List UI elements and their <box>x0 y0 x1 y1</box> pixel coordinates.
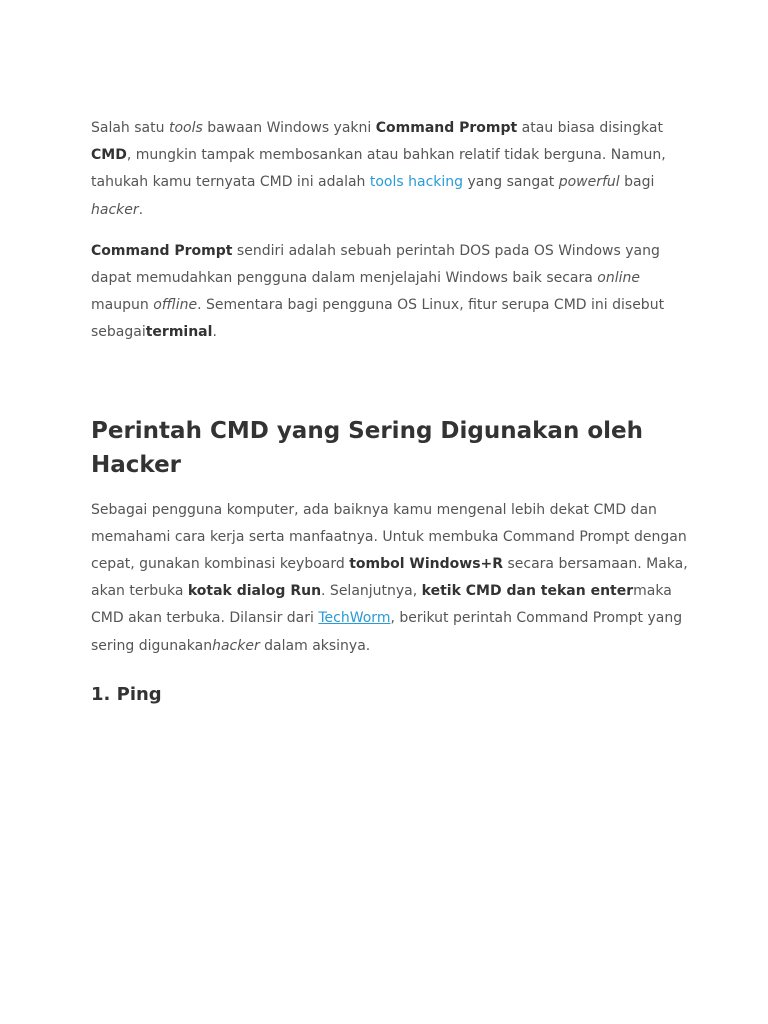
italic-text: hacker <box>91 201 139 218</box>
text-run: . <box>138 201 144 218</box>
article-body <box>91 115 691 708</box>
section-heading: Perintah CMD yang Sering Digunakan oleh Hacker <box>91 417 643 478</box>
bold-text: kotak dialog Run <box>187 583 322 600</box>
intro-paragraph <box>91 115 691 224</box>
text-run: maka CMD akan terbuka. Dilansir dari <box>91 583 672 627</box>
bold-text: tombol Windows+R <box>349 556 504 573</box>
usage-paragraph <box>91 497 691 660</box>
text-run: . Selanjutnya, <box>321 583 422 600</box>
bold-text: terminal <box>145 324 213 341</box>
bold-text: Command Prompt <box>91 242 233 259</box>
text-run: secara bersamaan. Maka, akan terbuka <box>91 556 688 600</box>
text-run: Sebagai pengguna komputer, ada baiknya kamu mengenal lebih dekat CMD dan memahami cara kerja serta manfaatnya. Untuk membuka Command Prompt dengan cepat, gunakan kombinasi keyboard <box>91 501 687 573</box>
text-run: yang sangat <box>463 174 559 191</box>
italic-text: hacker <box>212 637 260 654</box>
bold-text: ketik CMD dan tekan enter <box>421 583 634 600</box>
text-run: atau biasa disingkat <box>517 120 663 136</box>
text-run: bagi <box>619 174 655 191</box>
command-prompt-paragraph <box>91 238 691 347</box>
bold-text: CMD <box>91 147 127 164</box>
text-run: sendiri adalah sebuah perintah DOS pada OS Windows yang dapat memudahkan pengguna dalam menjelajahi Windows baik secara <box>91 242 660 287</box>
text-run: bawaan Windows yakni <box>202 120 376 136</box>
text-run: maupun <box>91 297 154 314</box>
italic-text: tools <box>168 120 203 136</box>
text-run: Salah satu <box>91 120 169 136</box>
text-run: dalam aksinya. <box>259 637 371 654</box>
subsection-heading-ping: 1. Ping <box>91 683 162 705</box>
text-run: , berikut perintah Command Prompt yang sering digunakan <box>91 610 683 654</box>
bold-text: Command Prompt <box>375 120 518 136</box>
italic-text: offline <box>153 297 198 314</box>
italic-text: online <box>597 270 641 287</box>
text-run: . Sementara bagi pengguna OS Linux, fitur serupa CMD ini disebut sebagai <box>91 297 665 341</box>
techworm-link[interactable]: TechWorm <box>318 610 391 627</box>
italic-text: powerful <box>558 174 620 191</box>
text-run: . <box>212 324 217 341</box>
tools-hacking-link[interactable]: tools hacking <box>369 174 464 191</box>
text-run: , mungkin tampak membosankan atau bahkan relatif tidak berguna. Namun, tahukah kamu ternyata CMD ini adalah <box>91 147 666 191</box>
